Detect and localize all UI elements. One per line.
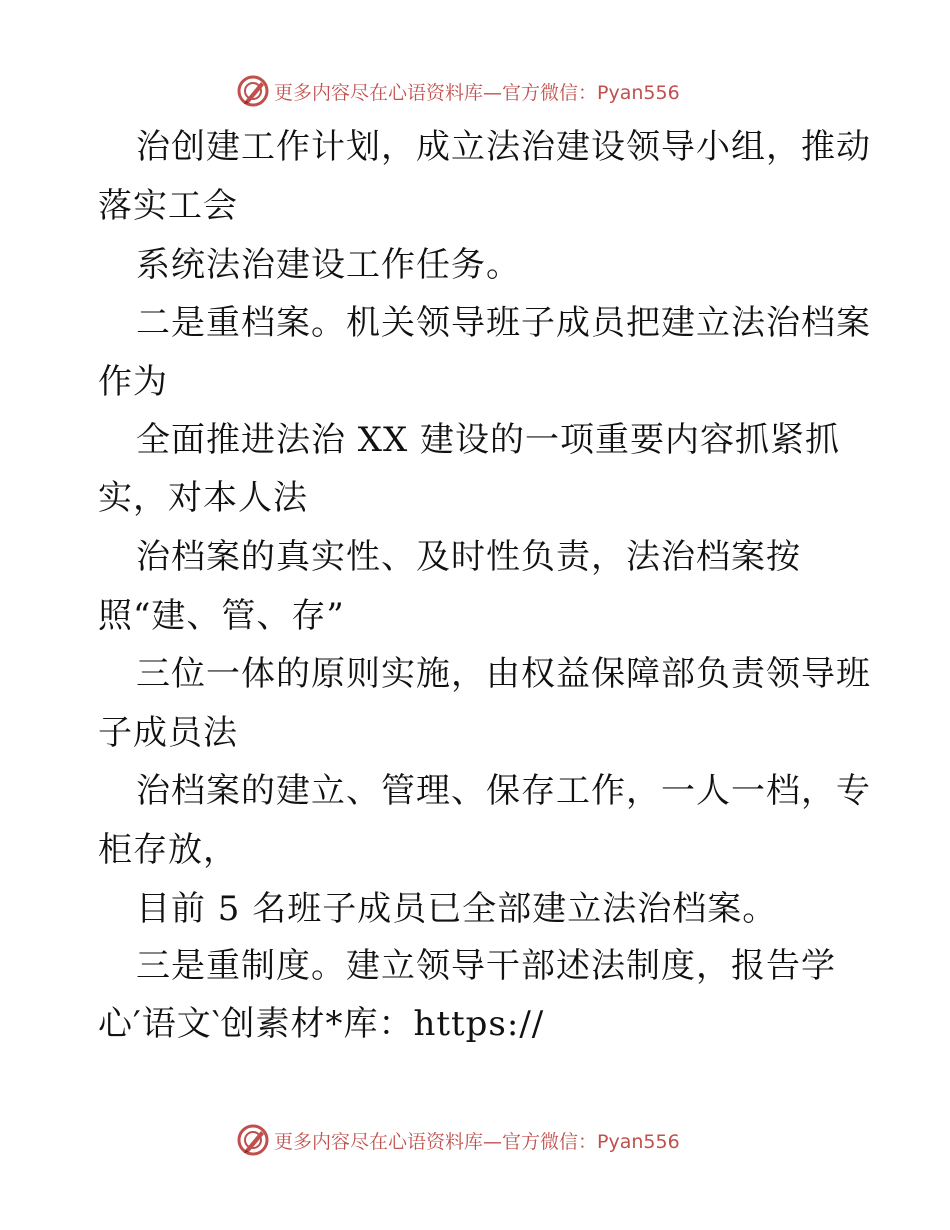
body-line-6: 全面推进法治 XX 建设的一项重要内容抓紧抓: [136, 420, 841, 460]
body-line-15: 三是重制度。建立领导干部述法制度，报告学: [136, 946, 836, 986]
body-line-8: 治档案的真实性、及时性负责，法治档案按: [136, 537, 801, 577]
header-banner: [236, 73, 680, 109]
body-line-11: 子成员法: [98, 713, 238, 753]
pen-logo-icon: [236, 74, 270, 108]
body-line-16: 心′语文‵创素材*库：https://: [98, 1004, 545, 1044]
body-line-3: 系统法治建设工作任务。: [136, 245, 521, 285]
body-line-7: 实，对本人法: [98, 478, 308, 518]
body-line-12: 治档案的建立、管理、保存工作，一人一档，专: [136, 771, 871, 811]
body-line-10: 三位一体的原则实施，由权益保障部负责领导班: [136, 654, 871, 694]
footer-banner: [236, 1122, 680, 1158]
pen-logo-icon: [236, 1123, 270, 1157]
body-line-5: 作为: [98, 362, 168, 402]
body-line-1: 治创建工作计划，成立法治建设领导小组，推动: [136, 127, 871, 167]
body-line-4: 二是重档案。机关领导班子成员把建立法治档案: [136, 303, 871, 343]
body-line-13: 柜存放，: [98, 830, 238, 870]
body-line-14: 目前 5 名班子成员已全部建立法治档案。: [136, 889, 778, 929]
header-banner-text: 更多内容尽在心语资料库—官方微信：Pyan556: [274, 81, 680, 104]
body-line-9: 照“建、管、存”: [98, 596, 345, 636]
body-line-2: 落实工会: [98, 186, 238, 226]
footer-banner-text: 更多内容尽在心语资料库—官方微信：Pyan556: [274, 1130, 680, 1153]
